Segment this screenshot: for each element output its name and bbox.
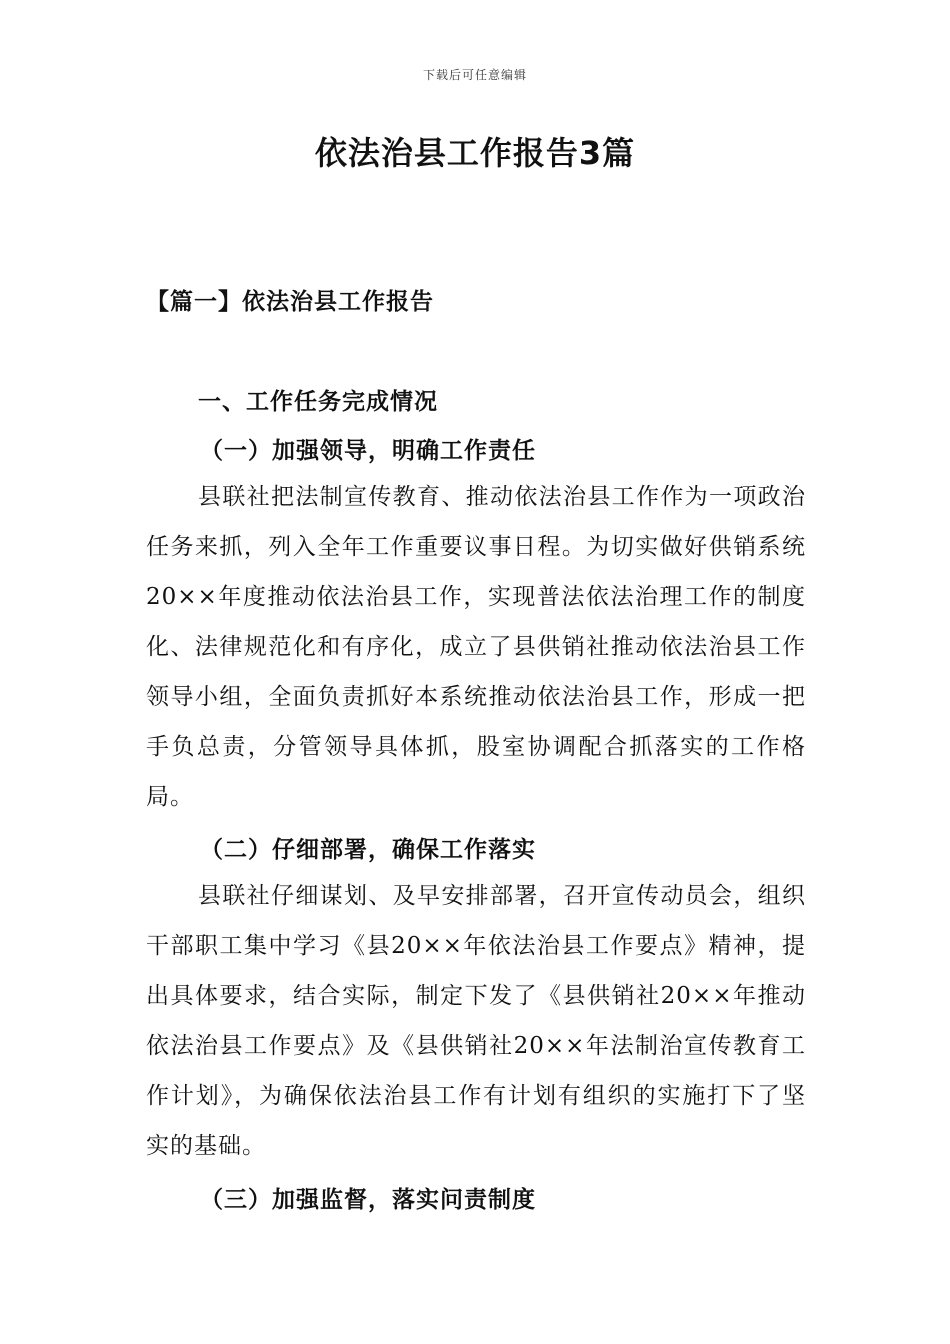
part-heading: 【篇一】依法治县工作报告 — [146, 288, 434, 315]
header-note: 下载后可任意编辑 — [422, 68, 527, 82]
sub-heading-three: （三）加强监督，落实问责制度 — [200, 1186, 536, 1213]
sub-heading-two: （二）仔细部署，确保工作落实 — [200, 836, 536, 863]
paragraph-two: 县联社仔细谋划、及早安排部署，召开宣传动员会，组织干部职工集中学习《县20××年依法治县工作要点》精神，提出具体要求，结合实际，制定下发了《县供销社20××年推动依法治县工作要点》及《县供销社20××年法制治宣传教育工作计划》，为确保依法治县工作有计划有组织的实施打下了坚实的基础。 — [146, 883, 806, 1159]
section-heading-one: 一、工作任务完成情况 — [198, 388, 438, 415]
paragraph-one: 县联社把法制宣传教育、推动依法治县工作作为一项政治任务来抓，列入全年工作重要议事日程。为切实做好供销系统20××年度推动依法治县工作，实现普法依法治理工作的制度化、法律规范化和有序化，成立了县供销社推动依法治县工作领导小组，全面负责抓好本系统推动依法治县工作，形成一把手负总责，分管领导具体抓，股室协调配合抓落实的工作格局。 — [146, 484, 806, 810]
document-title: 依法治县工作报告3篇 — [314, 134, 636, 172]
sub-heading-one: （一）加强领导，明确工作责任 — [200, 437, 536, 464]
